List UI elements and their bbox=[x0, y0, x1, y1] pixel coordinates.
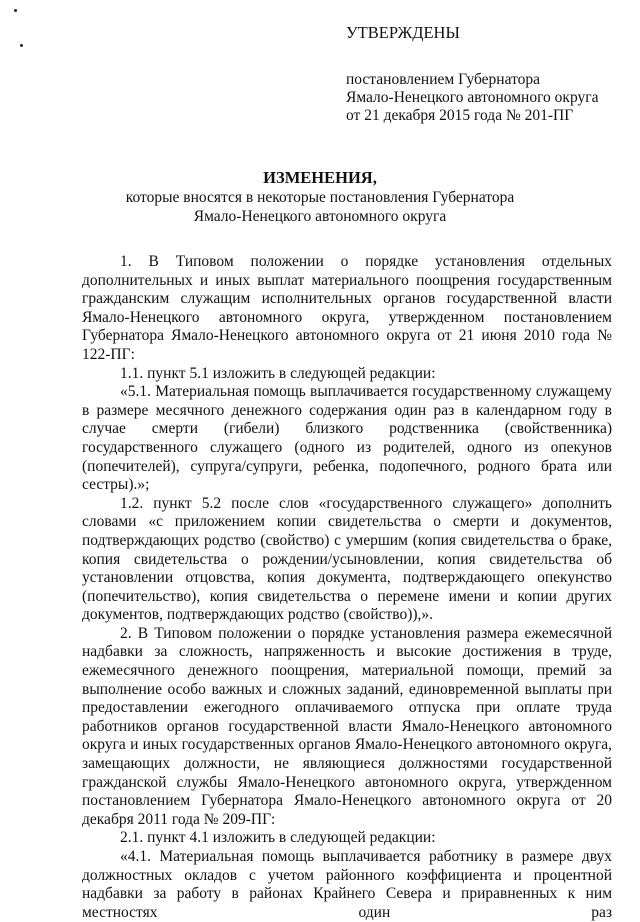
paragraph-5-1-text: «5.1. Материальная помощь выплачивается государственному служащему в размере месячного денежного содержания один раз в календарном году в случае смерти (гибели) близкого родственника (свойственника) государственного служащего (одного из родителей, одного из опекунов (попечителей), супруга/супруги, ребенка, подопечного, родного брата или сестры).»; bbox=[82, 383, 612, 494]
approval-heading: УТВЕРЖДЕНЫ bbox=[346, 23, 460, 42]
scan-speck bbox=[14, 9, 17, 12]
title-subtitle-line: которые вносятся в некоторые постановления Губернатора bbox=[125, 189, 515, 206]
paragraph-2: 2. В Типовом положении о порядке установления размера ежемесячной надбавки за сложность, напряженность и высокие достижения в труде, ежемесячного денежного поощрения, материальной помощи, премий за выполнение особо важных и сложных заданий, единовременной выплаты при предоставлении ежегодного оплачиваемого отпуска при оплате труда работников органов государственной власти Ямало-Ненецкого автономного округа и иных государственных органов Ямало-Ненецкого автономного округа, замещающих должности, не являющиеся должностями государственной гражданской службы Ямало-Ненецкого автономного округа, утвержденном постановлением Губернатора Ямало-Ненецкого автономного округа от 20 декабря 2011 года № 209-ПГ: bbox=[82, 624, 612, 828]
paragraph-2-1: 2.1. пункт 4.1 изложить в следующей редакции: bbox=[120, 829, 436, 847]
scan-speck bbox=[20, 44, 23, 47]
paragraph-1: 1. В Типовом положении о порядке установления отдельных дополнительных и иных выплат материального поощрения государственным гражданским служащим исполнительных органов государственной власти Ямало-Ненецкого автономного округа, утвержденном постановлением Губернатора Ямало-Ненецкого автономного округа от 21 июня 2010 года № 122-ПГ: bbox=[82, 253, 612, 363]
approval-line: постановлением Губернатора bbox=[346, 71, 541, 88]
paragraph-1-2: 1.2. пункт 5.2 после слов «государственного служащего» дополнить словами «с приложением копии свидетельства о смерти и документов, подтверждающих родство (свойство) с умершим (копия свидетельства о браке, копия свидетельства о рождении/усыновлении, копия свидетельства об установлении отцовства, копия документа, подтверждающего опекунство (попечительство), копия свидетельства о перемене имени и копии других документов, подтверждающих родство (свойство)),». bbox=[82, 494, 612, 624]
paragraph-4-1-text: «4.1. Материальная помощь выплачивается работнику в размере двух должностных окладов с учетом районного коэффициента и процентной надбавки за работу в районах Крайнего Севера и приравненных к ним местностях один раз bbox=[82, 848, 612, 921]
document-body bbox=[82, 253, 612, 922]
title-subtitle-line: Ямало-Ненецкого автономного округа bbox=[193, 208, 447, 225]
document-title bbox=[0, 168, 640, 226]
paragraph-1-1: 1.1. пункт 5.1 изложить в следующей редакции: bbox=[120, 364, 436, 382]
title-main: ИЗМЕНЕНИЯ, bbox=[263, 168, 377, 187]
approval-line: Ямало-Ненецкого автономного округа bbox=[346, 89, 599, 106]
approval-line: от 21 декабря 2015 года № 201-ПГ bbox=[346, 107, 574, 124]
approval-block bbox=[346, 22, 626, 125]
